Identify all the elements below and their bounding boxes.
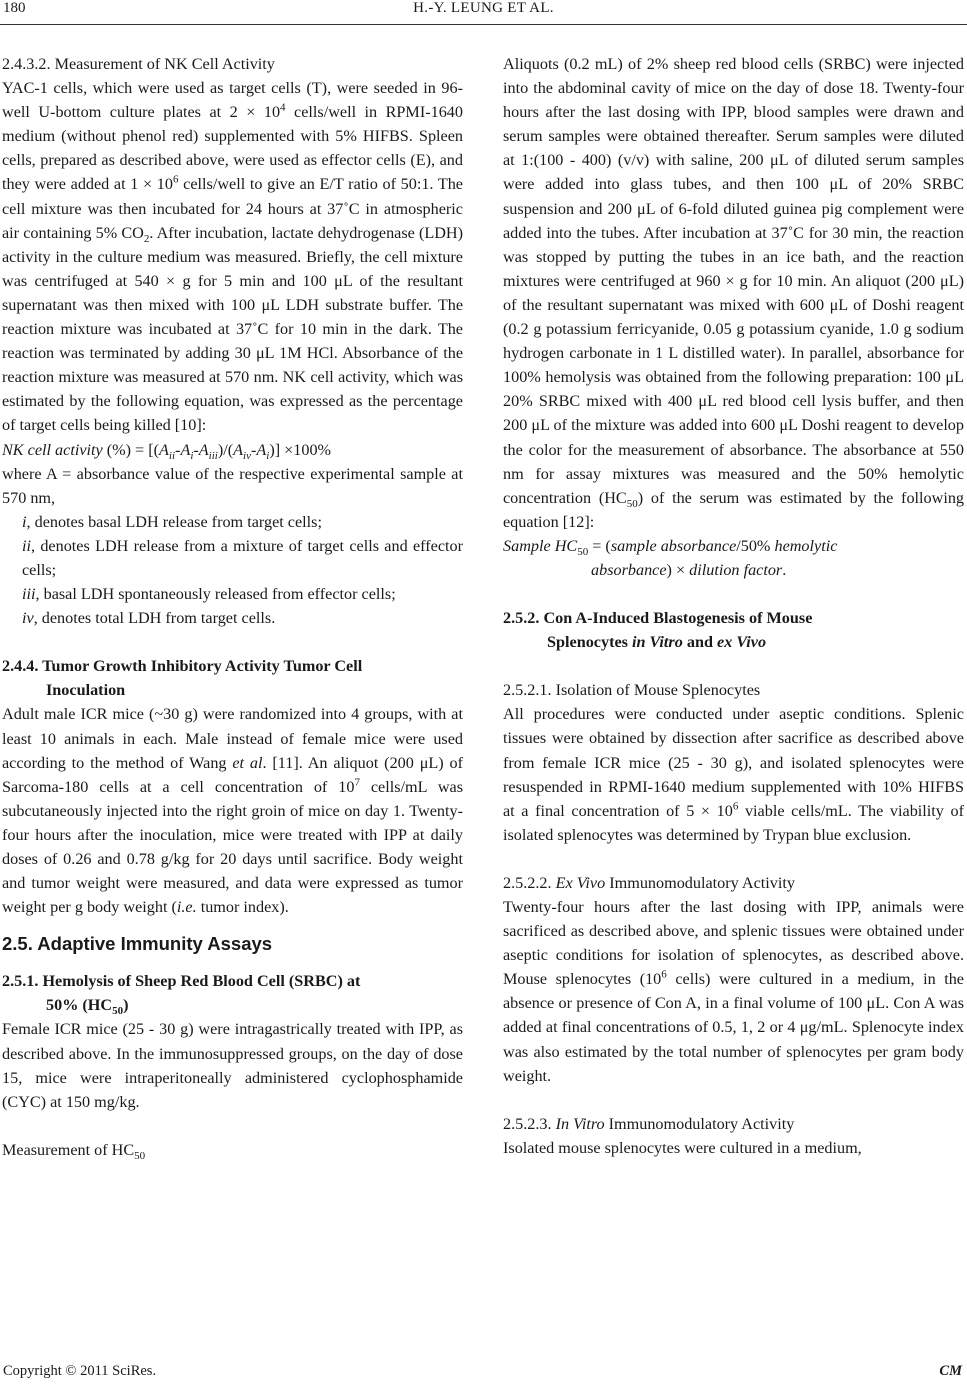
hc50-equation: Sample $HC_{50}$ = (sample absorbance/50% hemolytic — [503, 536, 838, 559]
tumor-inoculation-paragraph: Adult male ICR mice (~30 g) were randomized into 4 groups, with at least 10 animals in each. Male instead of female mice were used according to the method of Wang et al. [11]. An aliquot (200 μL) of Sarcoma-180 cells at a cell concentration of $10^7$ cells/mL was subcutaneously injected into the right groin of mice on day 1. Twenty-four hours after the inoculation, mice were treated with IPP at daily doses of 0.26 and 0.78 g/kg for 20 days until sacrifice. Body weight and tumor weight were measured, and data were expressed as tumor weight per g body weight (i.e. tumor index). — [2, 705, 463, 917]
section-2-5-2-2-title: 2.5.2.2. Ex Vivo Immunomodulatory Activity — [503, 873, 795, 892]
in-vitro-paragraph: Isolated mouse splenocytes were cultured in a medium, — [503, 1138, 862, 1157]
section-2-5-title: 2.5. Adaptive Immunity Assays — [2, 933, 273, 955]
page-number: 180 — [3, 0, 26, 16]
list-item-i: i, denotes basal LDH release from target cells; — [22, 512, 322, 531]
section-2-5-2-1-title: 2.5.2.1. Isolation of Mouse Splenocytes — [503, 681, 761, 700]
hc50-measurement-paragraph: Aliquots (0.2 mL) of 2% sheep red blood cells (SRBC) were injected into the abdominal cavity of mice on the day of dose 18. Twenty-four hours after the last dosing with IPP, blood samples were drawn and serum samples were obtained thereafter. Serum samples were diluted at 1:(100 - 400) (v/v) with saline, 200 μL of diluted serum samples were added into glass tubes, and then 100 μL of 20% SRBC suspension and 200 μL of 6-fold diluted guinea pig complement were added into the tubes. After incubation at 37˚C for 30 min, the reaction was stopped by putting the tubes in an ice bath, and the reaction mixtures were centrifuged at 960 × g for 10 min. An aliquot (200 μL) of the resultant supernatant was mixed with 600 μL of Doshi reagent (0.2 g potassium ferricyanide, 0.05 g potassium cyanide, 1.0 g sodium hydrogen carbonate in 1 L distilled water). In parallel, absorbance for 100% hemolysis was obtained from the following preparation: 100 μL 20% SRBC mixed with 400 μL red blood cell lysis buffer, and then 200 μL of the mixture was added into 600 μL Doshi reagent to develop the color for the measurement of absorbance. The absorbance at 550 nm for assay mixtures was measured and the 50% hemolytic concentration $(HC_{50})$ of the serum was estimated by the following equation [12]: — [503, 55, 965, 531]
section-2-5-2-3-title: 2.5.2.3. In Vitro Immunomodulatory Activity — [503, 1114, 795, 1133]
journal-abbrev: CM — [939, 1363, 962, 1379]
copyright-text: Copyright © 2011 SciRes. — [3, 1363, 157, 1379]
list-item-iii: iii, basal LDH spontaneously released from effector cells; — [22, 585, 396, 604]
section-2-5-1-title: 2.5.1. Hemolysis of Sheep Red Blood Cell (SRBC) at 50% $(HC_{50})$ — [2, 972, 361, 1018]
left-column — [2, 52, 463, 1162]
header-rule — [0, 24, 967, 25]
list-item-ii: ii, denotes LDH release from a mixture of target cells and effector cells; — [22, 536, 463, 579]
splenocyte-isolation-paragraph: All procedures were conducted under aseptic conditions. Splenic tissues were obtained by dissection after sacrifice as described above from female ICR mice (25 - 30 g), and isolated splenocytes were resuspended in RPMI-1640 medium supplemented with 10% HIFBS at a final concentration of $5 \times 10^6$ viable cells/mL. The viability of isolated splenocytes was determined by Trypan blue exclusion. — [503, 705, 964, 844]
nk-activity-equation: NK cell activity (%) = $[(A_{ii}-A_i-A_{iii})/(A_{iv}-A_i)] \times 100\%$ — [2, 440, 332, 462]
page-header — [0, 0, 967, 22]
section-2-4-3-2-title: 2.4.3.2. Measurement of NK Cell Activity — [2, 55, 275, 73]
nk-activity-paragraph: YAC-1 cells, which were used as target cells (T), were seeded in 96-well U-bottom culture plates at $2 \times 10^4$ cells/well in RPMI-1640 medium (without phenol red) supplemented with 5% HIFBS. Spleen cells, prepared as described above, were used as effector cells (E), and they were added at $1 \times 10^6$ cells/well to give an E/T ratio of 50:1. The cell mixture was then incubated for 24 hours at 37˚C in atmospheric air containing 5% $CO_2$. After incubation, lactate dehydrogenase (LDH) activity in the culture medium was measured. Briefly, the cell mixture was centrifuged at 540 × g for 5 min and 100 μL of the resultant supernatant was then mixed with 100 μL LDH substrate buffer. The reaction mixture was incubated at 37˚C for 10 min in the dark. The reaction was terminated by adding 30 μL 1M HCl. Absorbance of the reaction mixture was measured at 570 nm. NK cell activity, which was estimated by the following equation, was expressed as the percentage of target cells being killed [10]: — [2, 79, 463, 435]
where-a-definition: where A = absorbance value of the respective experimental sample at 570 nm, — [2, 464, 463, 507]
hc50-subtitle: Measurement of $HC_{50}$ — [2, 1140, 146, 1163]
hc50-equation-cont: absorbance) × dilution factor. — [591, 560, 787, 579]
ex-vivo-paragraph: Twenty-four hours after the last dosing with IPP, animals were sacrificed as described above, and splenic tissues were obtained under aseptic conditions for isolation of splenocytes, as described above. Mouse splenocytes ($10^6$ cells) were cultured in a medium, in the absence or presence of Con A, in a final volume of 100 μL. Con A was added at final concentrations of 0.5, 1, 2 or 4 μg/mL. Splenocyte index was also estimated by the total number of splenocytes per gram body weight. — [503, 898, 964, 1085]
hemolysis-paragraph: Female ICR mice (25 - 30 g) were intragastrically treated with IPP, as described above. In the immunosuppressed groups, on the day of dose 15, mice were intraperitoneally administered cyclophosphamide (CYC) at 150 mg/kg. — [2, 1020, 463, 1111]
section-2-4-4-title: 2.4.4. Tumor Growth Inhibitory Activity Tumor Cell Inoculation — [2, 657, 363, 700]
page-footer — [3, 1363, 965, 1380]
right-column — [503, 52, 964, 1160]
section-2-5-2-title: 2.5.2. Con A-Induced Blastogenesis of Mouse Splenocytes in Vitro and ex Vivo — [503, 609, 813, 652]
running-head: H.-Y. LEUNG ET AL. — [413, 0, 554, 16]
list-item-iv: iv, denotes total LDH from target cells. — [22, 609, 276, 628]
